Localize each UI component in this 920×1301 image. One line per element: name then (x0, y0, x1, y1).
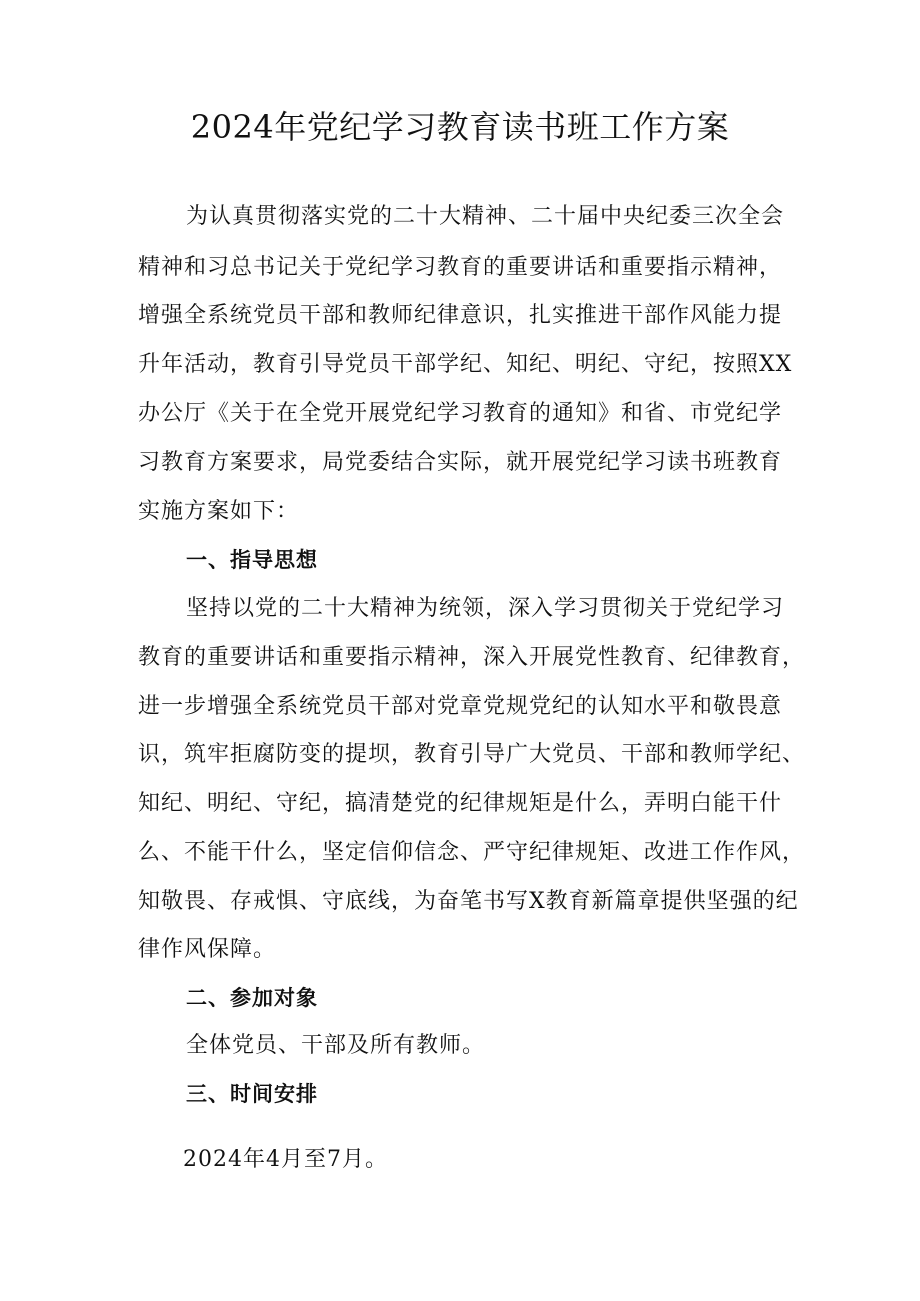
section-heading-participants: 二、参加对象 (186, 986, 318, 1010)
section-heading-guiding-ideology: 一、指导思想 (186, 548, 318, 572)
intro-line-7: 实施方案如下： (138, 499, 300, 524)
intro-line-1: 为认真贯彻落实党的二十大精神、二十届中央纪委三次全会 (186, 204, 785, 229)
section1-line-7: 知敬畏、存戒惧、守底线，为奋笔书写X教育新篇章提供坚强的纪 (138, 889, 799, 914)
section1-line-1: 坚持以党的二十大精神为统领，深入学习贯彻关于党纪学习 (186, 596, 785, 621)
intro-line-2: 精神和习总书记关于党纪学习教育的重要讲话和重要指示精神， (138, 255, 783, 280)
document-title: 2024年党纪学习教育读书班工作方案 (190, 108, 730, 146)
section-heading-schedule: 三、时间安排 (186, 1082, 318, 1106)
section3-line-1: 2024年4月至7月。 (183, 1147, 388, 1172)
section1-line-8: 律作风保障。 (138, 937, 277, 962)
section1-line-5: 知纪、明纪、守纪，搞清楚党的纪律规矩是什么，弄明白能干什 (138, 791, 783, 816)
intro-line-5: 办公厅《关于在全党开展党纪学习教育的通知》和省、市党纪学 (138, 401, 783, 426)
section1-line-4: 识，筑牢拒腐防变的提坝，教育引导广大党员、干部和教师学纪、 (138, 742, 806, 767)
section2-line-1: 全体党员、干部及所有教师。 (186, 1033, 486, 1058)
section1-line-6: 么、不能干什么，坚定信仰信念、严守纪律规矩、改进工作作风， (138, 840, 806, 865)
intro-line-6: 习教育方案要求，局党委结合实际，就开展党纪学习读书班教育 (138, 450, 783, 475)
section1-line-2: 教育的重要讲话和重要指示精神，深入开展党性教育、纪律教育， (138, 645, 806, 670)
intro-line-4: 升年活动，教育引导党员干部学纪、知纪、明纪、守纪，按照XX (138, 352, 793, 377)
section1-line-3: 进一步增强全系统党员干部对党章党规党纪的认知水平和敬畏意 (138, 694, 783, 719)
intro-line-3: 增强全系统党员干部和教师纪律意识，扎实推进干部作风能力提 (138, 303, 783, 328)
